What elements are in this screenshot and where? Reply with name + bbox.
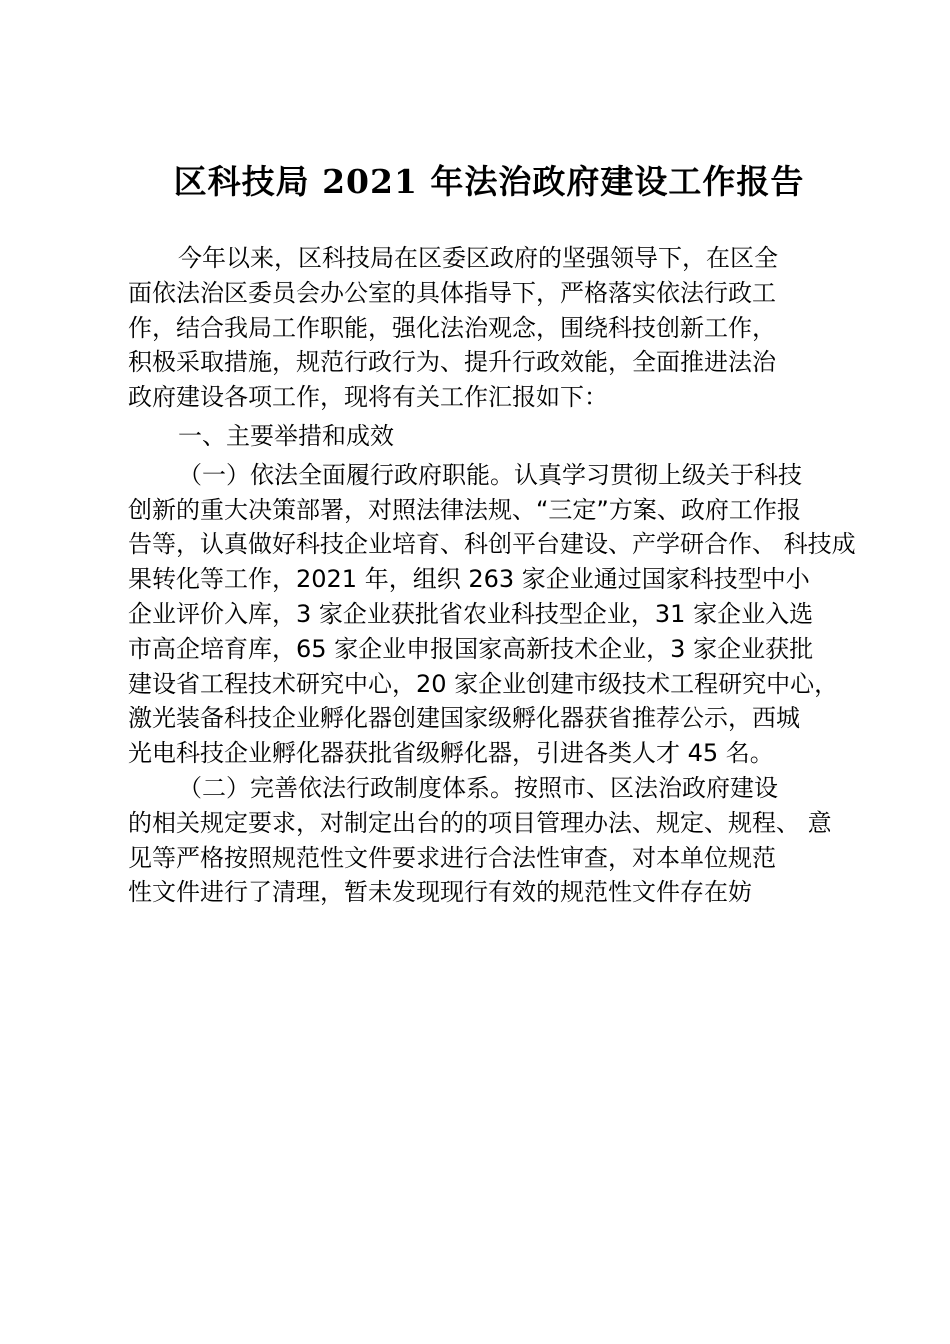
paragraph-item-2	[128, 771, 838, 910]
text-line: 果转化等工作，2021 年，组织 263 家企业通过国家科技型中小	[128, 565, 810, 594]
text-line: 创新的重大决策部署，对照法律法规、“三定”方案、政府工作报	[128, 495, 801, 524]
section-heading	[128, 419, 838, 454]
text-line: 建设省工程技术研究中心，20 家企业创建市级技术工程研究中心，	[128, 669, 839, 698]
paragraph-item-1	[128, 458, 856, 771]
text-line: （二）完善依法行政制度体系。按照市、区法治政府建设	[178, 773, 778, 802]
text-line: 政府建设各项工作，现将有关工作汇报如下：	[128, 383, 608, 412]
text-line: 激光装备科技企业孵化器创建国家级孵化器获省推荐公示，西城	[128, 704, 800, 733]
document-title: 区科技局 2021 年法治政府建设工作报告	[173, 162, 805, 201]
text-line: 面依法治区委员会办公室的具体指导下，严格落实依法行政工	[128, 278, 776, 307]
text-line: 的相关规定要求，对制定出台的的项目管理办法、规定、规程、 意	[128, 808, 832, 837]
text-line: 性文件进行了清理，暂未发现现行有效的规范性文件存在妨	[128, 878, 752, 907]
text-line: 光电科技企业孵化器获批省级孵化器，引进各类人才 45 名。	[128, 739, 774, 768]
text-line: 告等，认真做好科技企业培育、科创平台建设、产学研合作、 科技成	[128, 530, 856, 559]
text-line: （一）依法全面履行政府职能。认真学习贯彻上级关于科技	[178, 460, 802, 489]
text-line: 见等严格按照规范性文件要求进行合法性审查，对本单位规范	[128, 843, 776, 872]
text-line: 企业评价入库，3 家企业获批省农业科技型企业，31 家企业入选	[128, 599, 814, 628]
text-line: 市高企培育库，65 家企业申报国家高新技术企业，3 家企业获批	[128, 634, 814, 663]
text-line: 今年以来，区科技局在区委区政府的坚强领导下，在区全	[178, 244, 778, 272]
paragraph-intro	[128, 241, 838, 415]
text-line: 作，结合我局工作职能，强化法治观念，围绕科技创新工作，	[128, 313, 776, 342]
section-heading-text: 一、主要举措和成效	[178, 421, 394, 450]
document-body	[128, 241, 856, 910]
text-line: 积极采取措施，规范行政行为、提升行政效能，全面推进法治	[128, 348, 776, 377]
